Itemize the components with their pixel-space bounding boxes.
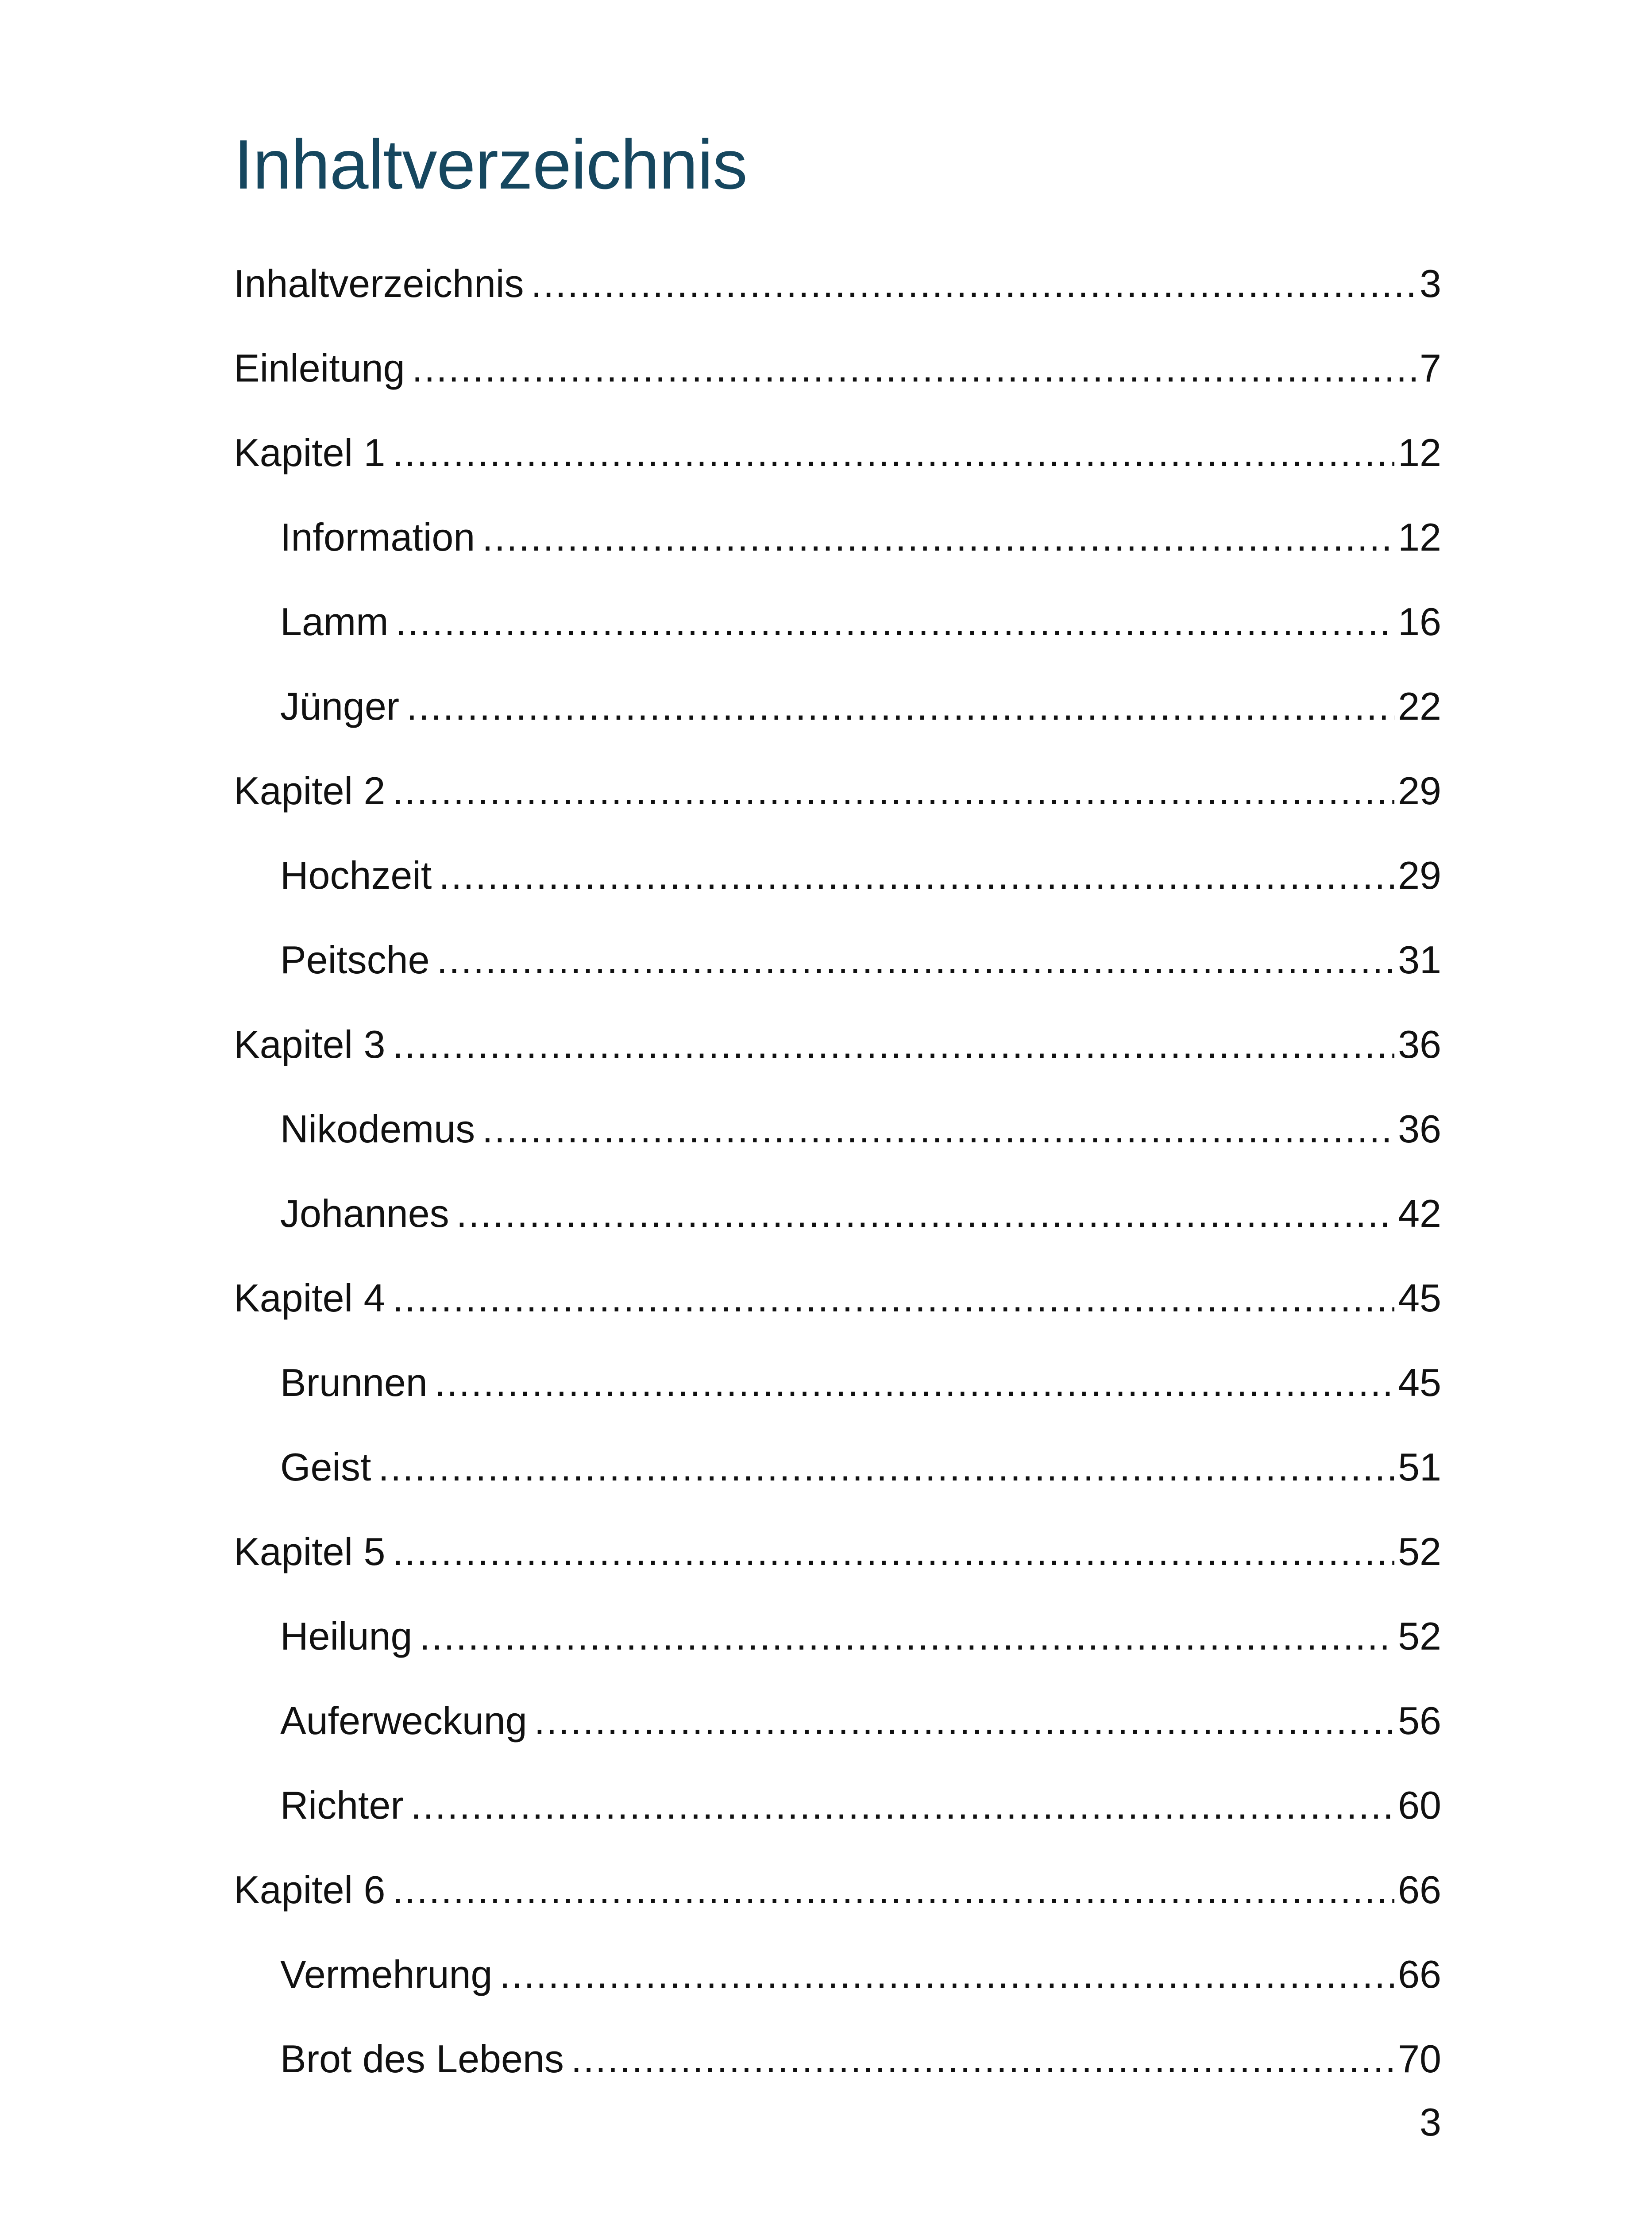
toc-entry[interactable] bbox=[234, 495, 1441, 579]
toc-entry-page[interactable]: 36 bbox=[1398, 1022, 1441, 1066]
toc-entry-label[interactable]: Auferweckung bbox=[280, 1698, 527, 1743]
toc-entry[interactable] bbox=[234, 241, 1441, 326]
toc-entry-label[interactable]: Peitsche bbox=[280, 937, 430, 982]
toc-entry-label[interactable]: Geist bbox=[280, 1445, 371, 1489]
toc-entry-label[interactable]: Einleitung bbox=[234, 346, 405, 390]
toc-entry[interactable] bbox=[234, 1763, 1441, 1847]
toc-entry-label[interactable]: Kapitel 1 bbox=[234, 430, 386, 474]
toc-dot-leader bbox=[396, 598, 1395, 646]
toc-entry[interactable] bbox=[234, 833, 1441, 918]
toc-dot-leader bbox=[411, 1781, 1394, 1830]
toc-entry[interactable] bbox=[234, 1087, 1441, 1171]
toc-dot-leader bbox=[392, 428, 1394, 477]
toc-entry-label[interactable]: Richter bbox=[280, 1783, 404, 1827]
toc-entry[interactable] bbox=[234, 1847, 1441, 1932]
toc-dot-leader bbox=[392, 1274, 1394, 1322]
toc-entry[interactable] bbox=[234, 1509, 1441, 1594]
toc-entry-page[interactable]: 3 bbox=[1420, 261, 1441, 305]
toc-dot-leader bbox=[435, 1358, 1394, 1407]
toc-entry-label[interactable]: Heilung bbox=[280, 1614, 413, 1658]
toc-entry[interactable] bbox=[234, 1932, 1441, 2016]
toc-entry-page[interactable]: 60 bbox=[1398, 1783, 1441, 1827]
toc-entry-page[interactable]: 12 bbox=[1398, 430, 1441, 474]
toc-entry[interactable] bbox=[234, 1678, 1441, 1763]
toc-entry-page[interactable]: 52 bbox=[1398, 1529, 1441, 1573]
toc-entry-label[interactable]: Hochzeit bbox=[280, 853, 432, 897]
toc-entry-page[interactable]: 66 bbox=[1398, 1867, 1441, 1912]
toc-entry-page[interactable]: 22 bbox=[1398, 684, 1441, 728]
toc-entry-label[interactable]: Brot des Lebens bbox=[280, 2036, 564, 2081]
toc-entry-page[interactable]: 66 bbox=[1398, 1952, 1441, 1996]
toc-entry-label[interactable]: Kapitel 6 bbox=[234, 1867, 386, 1912]
toc-entry-label[interactable]: Vermehrung bbox=[280, 1952, 493, 1996]
toc-dot-leader bbox=[482, 1105, 1394, 1153]
toc-dot-leader bbox=[378, 1443, 1394, 1492]
toc-dot-leader bbox=[406, 682, 1394, 731]
toc-dot-leader bbox=[534, 1696, 1394, 1745]
toc-entry-label[interactable]: Brunnen bbox=[280, 1360, 428, 1404]
toc-dot-leader bbox=[439, 851, 1394, 900]
toc-entry-page[interactable]: 36 bbox=[1398, 1106, 1441, 1151]
page-title: Inhaltverzeichnis bbox=[234, 126, 747, 204]
toc-dot-leader bbox=[571, 2035, 1394, 2083]
toc-entry-label[interactable]: Kapitel 3 bbox=[234, 1022, 386, 1066]
toc-entry-label[interactable]: Kapitel 5 bbox=[234, 1529, 386, 1573]
toc-entry-label[interactable]: Information bbox=[280, 515, 475, 559]
page-number: 3 bbox=[1420, 2100, 1441, 2144]
toc-entry[interactable] bbox=[234, 664, 1441, 748]
table-of-contents bbox=[234, 241, 1441, 2101]
toc-entry[interactable] bbox=[234, 1594, 1441, 1678]
toc-entry-page[interactable]: 70 bbox=[1398, 2036, 1441, 2081]
toc-entry[interactable] bbox=[234, 1340, 1441, 1425]
toc-entry-page[interactable]: 45 bbox=[1398, 1276, 1441, 1320]
toc-dot-leader bbox=[419, 1612, 1394, 1661]
toc-entry-page[interactable]: 31 bbox=[1398, 937, 1441, 982]
toc-entry-page[interactable]: 29 bbox=[1398, 853, 1441, 897]
toc-dot-leader bbox=[392, 1866, 1394, 1914]
toc-entry-page[interactable]: 29 bbox=[1398, 768, 1441, 813]
toc-dot-leader bbox=[392, 1527, 1394, 1576]
toc-entry[interactable] bbox=[234, 326, 1441, 410]
toc-entry-label[interactable]: Lamm bbox=[280, 599, 389, 644]
toc-entry[interactable] bbox=[234, 410, 1441, 495]
toc-entry-page[interactable]: 45 bbox=[1398, 1360, 1441, 1404]
toc-entry-page[interactable]: 52 bbox=[1398, 1614, 1441, 1658]
toc-dot-leader bbox=[392, 767, 1394, 815]
toc-entry-page[interactable]: 51 bbox=[1398, 1445, 1441, 1489]
toc-entry-label[interactable]: Johannes bbox=[280, 1191, 449, 1235]
toc-dot-leader bbox=[482, 513, 1394, 562]
toc-entry[interactable] bbox=[234, 918, 1441, 1002]
toc-entry[interactable] bbox=[234, 1256, 1441, 1340]
toc-entry-page[interactable]: 12 bbox=[1398, 515, 1441, 559]
toc-dot-leader bbox=[412, 344, 1417, 393]
toc-entry-page[interactable]: 42 bbox=[1398, 1191, 1441, 1235]
toc-entry-page[interactable]: 16 bbox=[1398, 599, 1441, 644]
toc-entry[interactable] bbox=[234, 1425, 1441, 1509]
toc-entry-page[interactable]: 56 bbox=[1398, 1698, 1441, 1743]
toc-entry-label[interactable]: Kapitel 4 bbox=[234, 1276, 386, 1320]
toc-entry[interactable] bbox=[234, 2016, 1441, 2101]
toc-entry-label[interactable]: Nikodemus bbox=[280, 1106, 475, 1151]
toc-entry[interactable] bbox=[234, 1002, 1441, 1087]
toc-entry-label[interactable]: Kapitel 2 bbox=[234, 768, 386, 813]
toc-dot-leader bbox=[456, 1189, 1394, 1238]
toc-dot-leader bbox=[499, 1950, 1394, 1999]
toc-entry[interactable] bbox=[234, 579, 1441, 664]
toc-entry-page[interactable]: 7 bbox=[1420, 346, 1441, 390]
toc-entry-label[interactable]: Jünger bbox=[280, 684, 400, 728]
toc-entry[interactable] bbox=[234, 748, 1441, 833]
toc-entry[interactable] bbox=[234, 1171, 1441, 1256]
toc-entry-label[interactable]: Inhaltverzeichnis bbox=[234, 261, 524, 305]
toc-dot-leader bbox=[531, 259, 1416, 308]
toc-dot-leader bbox=[437, 936, 1395, 984]
toc-dot-leader bbox=[392, 1020, 1394, 1069]
